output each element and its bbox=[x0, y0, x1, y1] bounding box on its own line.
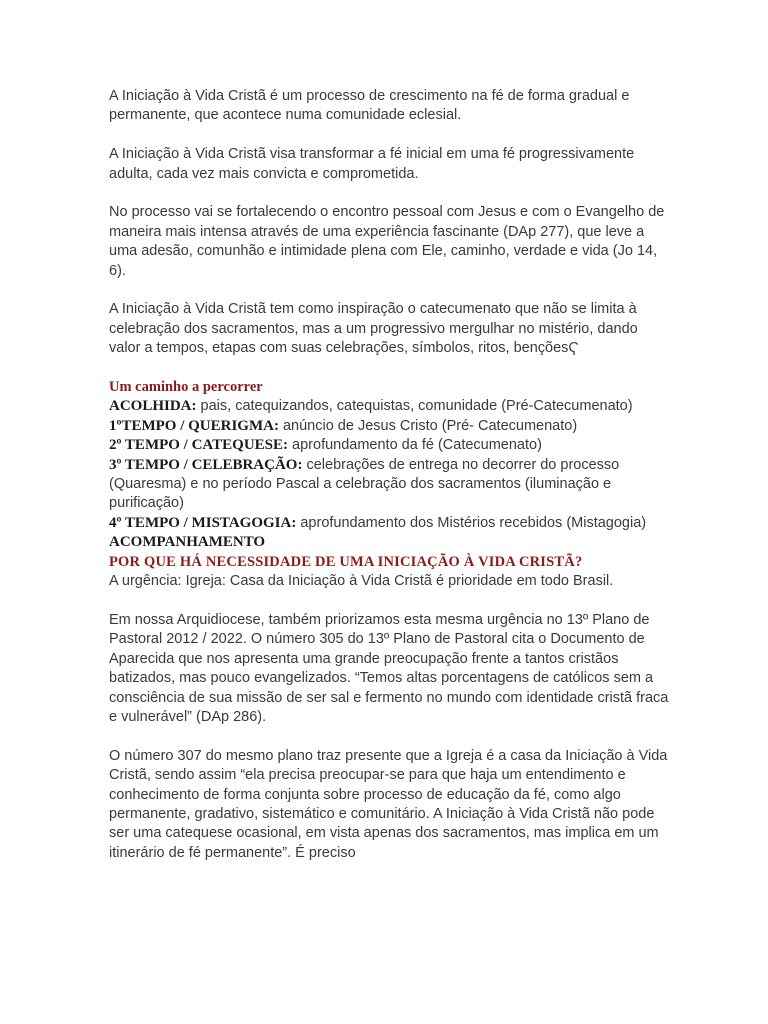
caminho-item-label: 3º TEMPO / CELEBRAÇÃO: bbox=[109, 456, 303, 473]
porque-paragraph-3: O número 307 do mesmo plano traz presente que a Igreja é a casa da Iniciação à Vida Cristã, sendo assim “ela precisa preocupar-se para que haja um entendimento e conhecimento de forma conjunta sobre processo de educação da fé, como algo permanente, gradativo, sistemático e comunitário. A Iniciação à Vida Cristã não pode ser uma catequese ocasional, em vista apenas dos sacramentos, mas implica em um itinerário de fé permanente”. É preciso bbox=[109, 747, 668, 861]
caminho-item-text: celebrações de entrega no decorrer do processo (Quaresma) e no período Pascal a celebração dos sacramentos (iluminação e purificação) bbox=[109, 456, 620, 512]
caminho-item-label: 1ºTEMPO / QUERIGMA: bbox=[109, 417, 279, 434]
document-page bbox=[109, 87, 669, 883]
caminho-item-catequese bbox=[109, 436, 669, 455]
caminho-item-text: aprofundamento dos Mistérios recebidos (Mistagogia) bbox=[296, 514, 647, 531]
paragraph-4: A Iniciação à Vida Cristã tem como inspiração o catecumenato que não se limita à celebração dos sacramentos, mas a um progressivo mergulhar no mistério, dando valor a tempos, etapas com suas celebrações, símbolos, ritos, bençõesҀ bbox=[109, 301, 638, 357]
caminho-item-querigma bbox=[109, 417, 669, 436]
caminho-item-label: 2º TEMPO / CATEQUESE: bbox=[109, 437, 289, 454]
caminho-item-text: aprofundamento da fé (Catecumenato) bbox=[288, 437, 542, 454]
porque-section bbox=[109, 553, 669, 863]
porque-heading: POR QUE HÁ NECESSIDADE DE UMA INICIAÇÃO À VIDA CRISTÃ? bbox=[109, 553, 583, 570]
caminho-item-acolhida bbox=[109, 397, 669, 416]
caminho-item-text: anúncio de Jesus Cristo (Pré- Catecumenato) bbox=[278, 417, 578, 434]
caminho-item-mistagogia bbox=[109, 514, 669, 533]
caminho-heading: Um caminho a percorrer bbox=[109, 379, 263, 396]
acompanhamento-label: ACOMPANHAMENTO bbox=[109, 534, 266, 551]
porque-paragraph-2: Em nossa Arquidiocese, também priorizamos esta mesma urgência no 13º Plano de Pastoral 2012 / 2022. O número 305 do 13º Plano de Pastoral cita o Documento de Aparecida que nos apresenta uma grande preocupação frente a tantos cristãos batizados, mas pouco evangelizados. “Temos altas porcentagens de católicos sem a consciência de sua missão de ser sal e fermento no mundo com identidade cristã fraca e vulnerável” (DAp 286). bbox=[109, 611, 669, 725]
paragraph-2: A Iniciação à Vida Cristã visa transformar a fé inicial em uma fé progressivamente adulta, cada vez mais convicta e comprometida. bbox=[109, 146, 635, 182]
caminho-item-label: 4º TEMPO / MISTAGOGIA: bbox=[109, 514, 297, 531]
paragraph-3: No processo vai se fortalecendo o encontro pessoal com Jesus e com o Evangelho de maneira mais intensa através de uma experiência fascinante (DAp 277), que leve a uma adesão, comunhão e intimidade plena com Ele, caminho, verdade e vida (Jo 14, 6). bbox=[109, 204, 665, 279]
porque-paragraph-1: A urgência: Igreja: Casa da Iniciação à Vida Cristã é prioridade em todo Brasil. bbox=[109, 573, 614, 590]
caminho-section bbox=[109, 378, 669, 553]
caminho-item-label: ACOLHIDA: bbox=[109, 398, 197, 415]
caminho-item-celebracao bbox=[109, 456, 669, 514]
paragraph-1: A Iniciação à Vida Cristã é um processo de crescimento na fé de forma gradual e permanente, que acontece numa comunidade eclesial. bbox=[109, 88, 630, 124]
caminho-item-text: pais, catequizandos, catequistas, comunidade (Pré-Catecumenato) bbox=[196, 398, 633, 415]
